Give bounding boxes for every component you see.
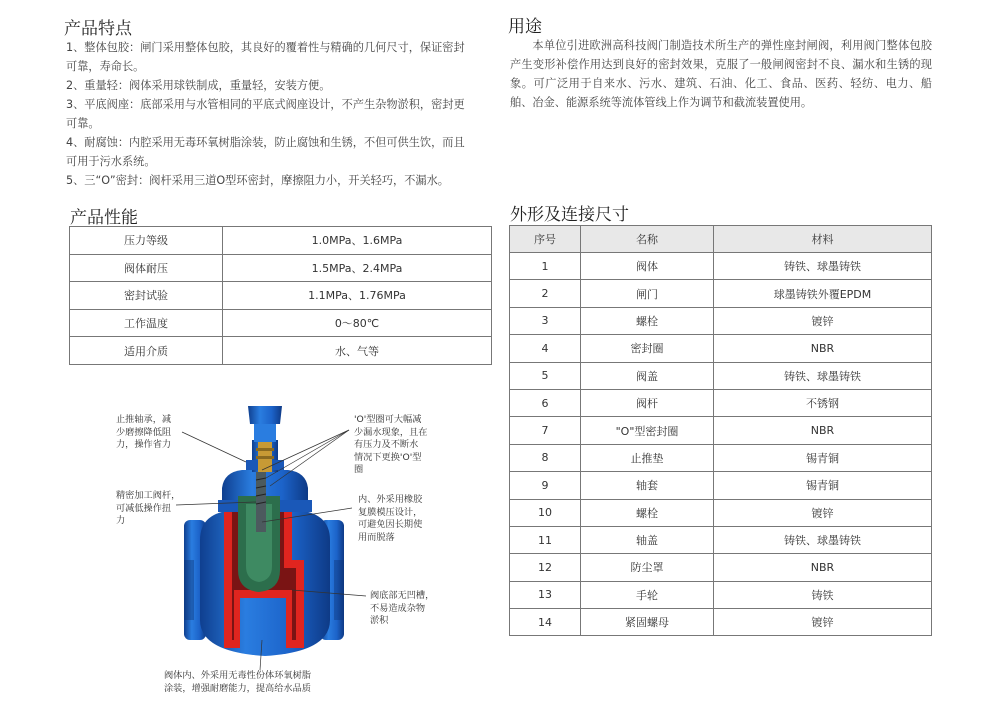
dimensions-title: 外形及连接尺寸 bbox=[510, 205, 629, 225]
annotation-line: 力，操作省力 bbox=[116, 439, 172, 450]
annotation-stem bbox=[116, 490, 180, 528]
perf-value: 1.1MPa、1.76MPa bbox=[223, 282, 492, 310]
cell-material: 镀锌 bbox=[714, 609, 932, 636]
annotation-line: 情况下更换'O'型 bbox=[354, 451, 422, 463]
perf-label: 工作温度 bbox=[70, 309, 223, 337]
feature-line: 2、重量轻：阀体采用球铁制成，重量轻，安装方便。 bbox=[66, 79, 331, 92]
cell-material: 不锈钢 bbox=[714, 389, 932, 416]
annotation-line: 不易造成杂物 bbox=[370, 602, 426, 614]
perf-value: 1.5MPa、2.4MPa bbox=[223, 254, 492, 282]
cell-name: 紧固螺母 bbox=[581, 609, 714, 636]
cell-material: 铸铁、球墨铸铁 bbox=[714, 526, 932, 553]
cell-material: 镀锌 bbox=[714, 307, 932, 334]
annotation-thrust-bearing bbox=[116, 414, 171, 452]
cell-name: 密封圈 bbox=[581, 335, 714, 362]
perf-value: 0～80℃ bbox=[223, 309, 492, 337]
cell-name: 防尘罩 bbox=[581, 554, 714, 581]
cell-index: 5 bbox=[510, 362, 581, 389]
feature-line: 5、三“O”密封：阀杆采用三道O型环密封，摩擦阻力小，开关轻巧，不漏水。 bbox=[66, 174, 449, 187]
annotation-line: 有压力及不断水 bbox=[354, 439, 419, 450]
feature-line: 4、耐腐蚀：内腔采用无毒环氧树脂涂装，防止腐蚀和生锈，不但可供生饮，而且 bbox=[66, 136, 465, 149]
cell-material: 锡青铜 bbox=[714, 472, 932, 499]
cell-name: 阀体 bbox=[581, 253, 714, 280]
col-header-index: 序号 bbox=[510, 226, 581, 253]
cell-index: 1 bbox=[510, 253, 581, 280]
cell-name: 止推垫 bbox=[581, 444, 714, 471]
cell-name: 轴盖 bbox=[581, 526, 714, 553]
annotation-line: 力 bbox=[116, 515, 126, 526]
cell-material: NBR bbox=[714, 417, 932, 444]
cell-index: 8 bbox=[510, 444, 581, 471]
annotation-line: 用而脱落 bbox=[358, 531, 395, 543]
cell-index: 7 bbox=[510, 417, 581, 444]
cell-index: 3 bbox=[510, 307, 581, 334]
perf-value: 1.0MPa、1.6MPa bbox=[223, 227, 492, 255]
feature-line: 可靠。 bbox=[66, 117, 100, 130]
annotation-line: 淤积 bbox=[370, 615, 389, 626]
annotation-line: 涂装，增强耐磨能力，提高给水品质 bbox=[164, 682, 311, 694]
cell-material: 铸铁、球墨铸铁 bbox=[714, 253, 932, 280]
features-title: 产品特点 bbox=[64, 19, 132, 39]
perf-value: 水、气等 bbox=[223, 337, 492, 365]
performance-title: 产品性能 bbox=[70, 208, 138, 228]
annotation-line: 可减低操作扭 bbox=[116, 502, 172, 514]
cell-material: 球墨铸铁外覆EPDM bbox=[714, 280, 932, 307]
annotation-line: 少漏水现象，且在 bbox=[354, 426, 428, 438]
cell-index: 14 bbox=[510, 609, 581, 636]
annotation-line: 可避免因长期使 bbox=[358, 519, 423, 530]
cell-name: 轴套 bbox=[581, 472, 714, 499]
feature-line: 可用于污水系统。 bbox=[66, 155, 156, 168]
feature-line: 1、整体包胶：闸门采用整体包胶，其良好的覆着性与精确的几何尺寸，保证密封 bbox=[66, 41, 465, 54]
annotation-line: 内、外采用橡胶 bbox=[358, 494, 423, 505]
usage-title: 用途 bbox=[508, 17, 542, 37]
cell-index: 9 bbox=[510, 472, 581, 499]
col-header-name: 名称 bbox=[581, 226, 714, 253]
usage-text: 本单位引进欧洲高科技阀门制造技术所生产的弹性座封闸阀，利用阀门整体包胶产生变形补偿作用达到良好的密封效果，克服了一般闸阀密封不良、漏水和生锈的现象。可广泛用于自来水、污水、建筑、石油、化工、食品、医药、轻纺、电力、船舶、冶金、能源系统等流体管线上作为调节和截流装置使用。 bbox=[510, 39, 932, 109]
cell-material: NBR bbox=[714, 554, 932, 581]
annotation-line: 圈 bbox=[354, 464, 364, 475]
cell-index: 13 bbox=[510, 581, 581, 608]
perf-label: 阀体耐压 bbox=[70, 254, 223, 282]
cell-name: 螺栓 bbox=[581, 307, 714, 334]
col-header-material: 材料 bbox=[714, 226, 932, 253]
perf-label: 适用介质 bbox=[70, 337, 223, 365]
cell-name: 阀杆 bbox=[581, 389, 714, 416]
annotation-rubber-coating bbox=[358, 494, 422, 544]
annotation-line: 复膜模压设计， bbox=[358, 506, 423, 518]
annotation-line: 阀底部无凹槽， bbox=[370, 590, 435, 601]
annotation-epoxy-coating bbox=[164, 670, 311, 695]
perf-label: 密封试验 bbox=[70, 282, 223, 310]
cell-material: 铸铁 bbox=[714, 581, 932, 608]
cell-index: 4 bbox=[510, 335, 581, 362]
cell-name: 阀盖 bbox=[581, 362, 714, 389]
feature-line: 可靠，寿命长。 bbox=[66, 60, 145, 73]
cell-name: 螺栓 bbox=[581, 499, 714, 526]
cell-material: 镀锌 bbox=[714, 499, 932, 526]
annotation-groove bbox=[370, 590, 434, 628]
annotation-oring bbox=[354, 414, 428, 477]
annotation-line: 精密加工阀杆， bbox=[116, 490, 181, 501]
cell-name: 手轮 bbox=[581, 581, 714, 608]
cell-index: 10 bbox=[510, 499, 581, 526]
cell-name: 闸门 bbox=[581, 280, 714, 307]
annotation-line: 少磨擦降低阻 bbox=[116, 426, 172, 438]
cell-name: "O"型密封圈 bbox=[581, 417, 714, 444]
annotation-line: 'O'型圈可大幅减 bbox=[354, 414, 422, 425]
annotation-line: 阀体内、外采用无毒性份体环氧树脂 bbox=[164, 670, 311, 681]
cell-material: NBR bbox=[714, 335, 932, 362]
cell-material: 锡青铜 bbox=[714, 444, 932, 471]
feature-line: 3、平底阀座：底部采用与水管相同的平底式阀座设计，不产生杂物淤积，密封更 bbox=[66, 98, 465, 111]
cell-index: 12 bbox=[510, 554, 581, 581]
cell-material: 铸铁、球墨铸铁 bbox=[714, 362, 932, 389]
cell-index: 6 bbox=[510, 389, 581, 416]
cell-index: 2 bbox=[510, 280, 581, 307]
cell-index: 11 bbox=[510, 526, 581, 553]
annotation-line: 止推轴承，减 bbox=[116, 414, 172, 425]
perf-label: 压力等级 bbox=[70, 227, 223, 255]
